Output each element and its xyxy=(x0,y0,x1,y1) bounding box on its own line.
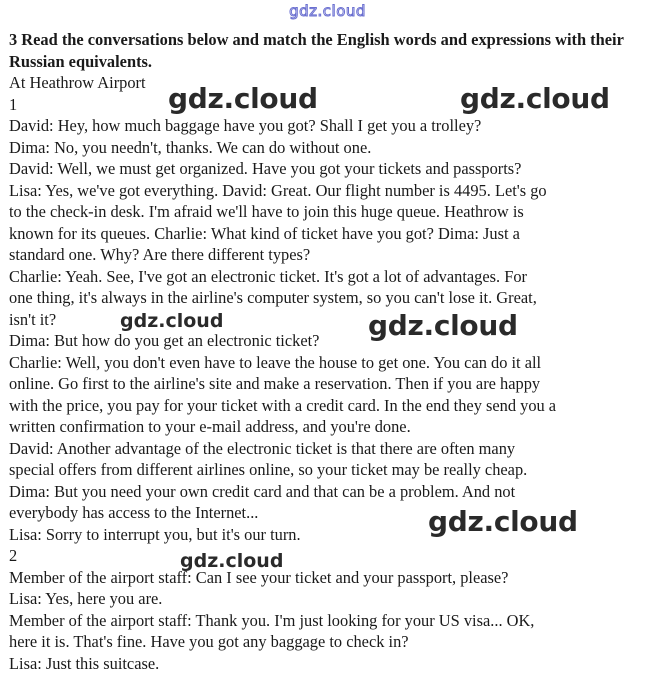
watermark: gdz.cloud xyxy=(180,550,284,572)
exercise-heading: 3 Read the conversations below and match the English words and expressions with their Russian equivalents. xyxy=(9,30,624,71)
text-line: Member of the airport staff: Thank you. I'm just looking for your US visa... OK, xyxy=(9,610,535,630)
text-line: Charlie: Well, you don't even have to leave the house to get one. You can do it all xyxy=(9,352,542,372)
text-line: one thing, it's always in the airline's computer system, so you can't lose it. Great, xyxy=(9,288,537,307)
text-line: isn't it? xyxy=(9,309,57,329)
conversation-number: 1 xyxy=(9,94,18,114)
text-line: Lisa: Yes, we've got everything. David: Great. Our flight number is 4495. Let's go xyxy=(9,180,547,200)
text-line: Dima: No, you needn't, thanks. We can do without one. xyxy=(9,137,372,157)
watermark: gdz.cloud xyxy=(368,309,518,342)
header-watermark: gdz.cloud xyxy=(289,2,366,20)
text-line: everybody has access to the Internet... xyxy=(9,503,259,522)
conversation-text xyxy=(9,72,649,674)
text-line: to the check-in desk. I'm afraid we'll have to join this huge queue. Heathrow is xyxy=(9,202,524,221)
text-line: online. Go first to the airline's site and make a reservation. Then if you are happy xyxy=(9,374,541,393)
watermark: gdz.cloud xyxy=(460,82,610,115)
text-line: David: Another advantage of the electronic ticket is that there are often many xyxy=(9,438,516,458)
text-line: Dima: But how do you get an electronic ticket? xyxy=(9,331,320,350)
text-line: Lisa: Sorry to interrupt you, but it's our turn. xyxy=(9,524,301,544)
text-line: standard one. Why? Are there different types? xyxy=(9,245,311,264)
section-title: At Heathrow Airport xyxy=(9,73,146,92)
conversation-number: 2 xyxy=(9,546,18,565)
text-line: Lisa: Yes, here you are. xyxy=(9,589,163,608)
watermark: gdz.cloud xyxy=(428,505,578,538)
watermark: gdz.cloud xyxy=(168,82,318,115)
text-line: with the price, you pay for your ticket with a credit card. In the end they send you a xyxy=(9,395,557,415)
text-line: written confirmation to your e-mail address, and you're done. xyxy=(9,417,411,436)
text-line: Dima: But you need your own credit card and that can be a problem. And not xyxy=(9,481,516,501)
text-line: known for its queues. Charlie: What kind of ticket have you got? Dima: Just a xyxy=(9,223,520,243)
text-line: David: Well, we must get organized. Have you got your tickets and passports? xyxy=(9,159,522,178)
text-line: Charlie: Yeah. See, I've got an electronic ticket. It's got a lot of advantages. For xyxy=(9,266,527,286)
text-line: David: Hey, how much baggage have you got? Shall I get you a trolley? xyxy=(9,116,482,135)
text-line: Lisa: Just this suitcase. xyxy=(9,653,160,673)
text-line: special offers from different airlines online, so your ticket may be really cheap. xyxy=(9,460,528,479)
text-line: Member of the airport staff: Can I see your ticket and your passport, please? xyxy=(9,567,509,587)
text-line: here it is. That's fine. Have you got any baggage to check in? xyxy=(9,632,409,651)
watermark: gdz.cloud xyxy=(120,310,224,332)
